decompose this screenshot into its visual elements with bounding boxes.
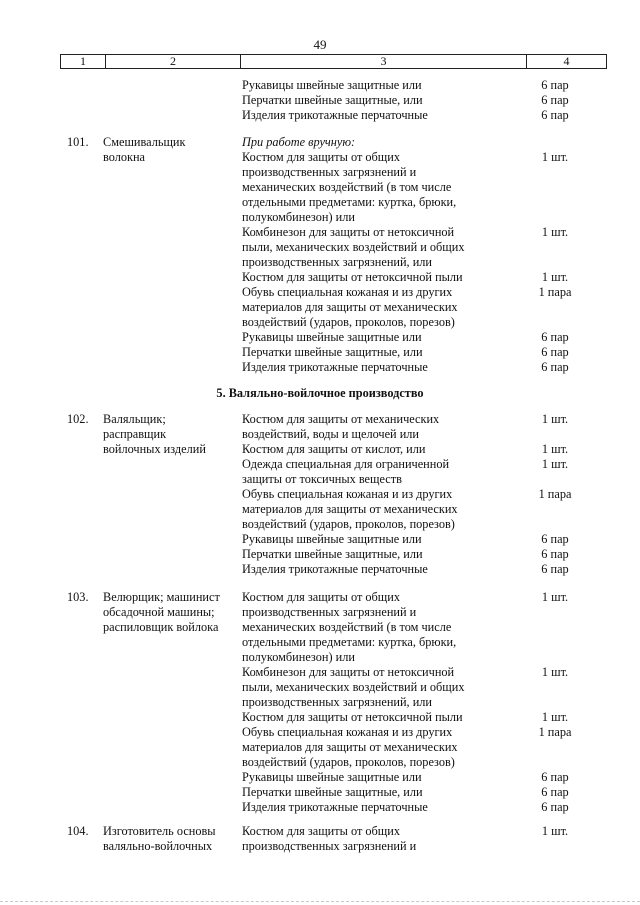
item-text	[242, 710, 490, 725]
item-quantity: 6 пар	[541, 800, 569, 814]
item-text	[242, 270, 490, 285]
ppe-item	[242, 412, 622, 442]
item-text	[242, 800, 490, 815]
item-text-line: материалов для защиты от механических	[242, 502, 458, 516]
item-text-line: Изделия трикотажные перчаточные	[242, 800, 428, 814]
item-quantity: 6 пар	[541, 108, 569, 122]
item-text	[242, 532, 490, 547]
ppe-item	[242, 547, 622, 562]
item-text	[242, 330, 490, 345]
item-quantity: 1 шт.	[541, 590, 569, 604]
item-text-line: пыли, механических воздействий и общих	[242, 680, 465, 694]
ppe-item	[242, 800, 622, 815]
item-text-line: механических воздействий (в том числе	[242, 620, 452, 634]
profession-name	[103, 412, 238, 457]
item-text-line: Изделия трикотажные перчаточные	[242, 562, 428, 576]
item-text	[242, 725, 490, 770]
profession-line: Смешивальщик	[103, 135, 186, 149]
header-col-4: 4	[563, 54, 570, 68]
ppe-item	[242, 785, 622, 800]
ppe-item	[242, 78, 622, 93]
item-text-line: Костюм для защиты от общих	[242, 150, 400, 164]
item-quantity: 1 пара	[538, 285, 572, 299]
header-col-3: 3	[241, 55, 527, 68]
item-text-line: Костюм для защиты от кислот, или	[242, 442, 426, 456]
item-quantity: 1 шт.	[541, 150, 569, 164]
work-condition-note: При работе вручную:	[242, 135, 356, 149]
item-text-line: Изделия трикотажные перчаточные	[242, 360, 428, 374]
item-text-line: Рукавицы швейные защитные или	[242, 532, 422, 546]
ppe-item	[242, 824, 622, 854]
ppe-item	[242, 93, 622, 108]
page-bottom-edge	[0, 901, 640, 902]
ppe-item	[242, 285, 622, 330]
item-list	[242, 78, 622, 123]
item-list	[242, 412, 622, 577]
item-quantity: 1 шт.	[541, 225, 569, 239]
item-text-line: воздействий (ударов, проколов, порезов)	[242, 517, 455, 531]
ppe-item	[242, 562, 622, 577]
item-text	[242, 785, 490, 800]
item-quantity: 1 шт.	[541, 270, 569, 284]
item-text-line: производственных загрязнений и	[242, 605, 417, 619]
item-quantity: 1 пара	[538, 487, 572, 501]
item-text-line: полукомбинезон) или	[242, 210, 355, 224]
item-list	[242, 135, 622, 375]
profession-line: валяльно-войлочных	[103, 839, 213, 853]
item-text-line: воздействий (ударов, проколов, порезов)	[242, 755, 455, 769]
item-text	[242, 562, 490, 577]
item-quantity: 6 пар	[541, 93, 569, 107]
item-text-line: воздействий, воды и щелочей или	[242, 427, 420, 441]
item-text	[242, 442, 490, 457]
item-text	[242, 78, 490, 93]
item-text	[242, 770, 490, 785]
item-quantity: 1 шт.	[541, 824, 569, 838]
item-text-line: Рукавицы швейные защитные или	[242, 330, 422, 344]
item-text-line: Комбинезон для защиты от нетоксичной	[242, 225, 455, 239]
item-text-line: воздействий (ударов, проколов, порезов)	[242, 315, 455, 329]
ppe-item	[242, 150, 622, 225]
profession-name	[103, 135, 238, 165]
ppe-item	[242, 442, 622, 457]
item-text	[242, 590, 490, 665]
item-text-line: Костюм для защиты от механических	[242, 412, 440, 426]
item-list	[242, 590, 622, 815]
item-text-line: Перчатки швейные защитные, или	[242, 785, 423, 799]
item-quantity: 6 пар	[541, 345, 569, 359]
ppe-item	[242, 108, 622, 123]
profession-line: Валяльщик;	[103, 412, 166, 426]
item-text-line: Рукавицы швейные защитные или	[242, 78, 422, 92]
ppe-item	[242, 487, 622, 532]
item-text-line: механических воздействий (в том числе	[242, 180, 452, 194]
item-text-line: производственных загрязнений и	[242, 839, 417, 853]
header-col-1: 1	[61, 55, 106, 68]
item-list	[242, 824, 622, 854]
item-text-line: производственных загрязнений и	[242, 165, 417, 179]
item-quantity: 1 пара	[538, 725, 572, 739]
item-quantity: 1 шт.	[541, 710, 569, 724]
item-text	[242, 108, 490, 123]
item-text-line: производственных загрязнений, или	[242, 255, 433, 269]
ppe-item	[242, 225, 622, 270]
ppe-item	[242, 665, 622, 710]
profession-line: расправщик	[103, 427, 167, 441]
ppe-item	[242, 360, 622, 375]
entry-number: 101.	[67, 135, 89, 149]
item-text-line: отдельными предметами: куртка, брюки,	[242, 195, 457, 209]
item-quantity: 6 пар	[541, 532, 569, 546]
page-number: 49	[313, 37, 327, 52]
ppe-item	[242, 345, 622, 360]
ppe-item	[242, 710, 622, 725]
profession-line: распиловщик войлока	[103, 620, 219, 634]
item-quantity: 1 шт.	[541, 442, 569, 456]
profession-name	[103, 590, 238, 635]
ppe-item	[242, 770, 622, 785]
item-text	[242, 547, 490, 562]
item-text	[242, 285, 490, 330]
ppe-item	[242, 457, 622, 487]
item-quantity: 1 шт.	[541, 665, 569, 679]
item-text-line: отдельными предметами: куртка, брюки,	[242, 635, 457, 649]
entry-number: 103.	[67, 590, 89, 604]
profession-line: волокна	[103, 150, 146, 164]
item-text	[242, 345, 490, 360]
profession-line: Велюрщик; машинист	[103, 590, 220, 604]
table-header	[60, 54, 607, 69]
item-text-line: Обувь специальная кожаная и из других	[242, 487, 453, 501]
item-quantity: 6 пар	[541, 78, 569, 92]
item-text	[242, 665, 490, 710]
item-text	[242, 487, 490, 532]
profession-line: войлочных изделий	[103, 442, 206, 456]
ppe-item	[242, 532, 622, 547]
header-col-2: 2	[106, 55, 241, 68]
item-quantity: 6 пар	[541, 770, 569, 784]
item-text-line: производственных загрязнений, или	[242, 695, 433, 709]
ppe-item	[242, 725, 622, 770]
ppe-item	[242, 270, 622, 285]
item-quantity: 1 шт.	[541, 457, 569, 471]
item-text-line: Комбинезон для защиты от нетоксичной	[242, 665, 455, 679]
item-text-line: Перчатки швейные защитные, или	[242, 345, 423, 359]
item-text	[242, 824, 490, 854]
entry-number: 102.	[67, 412, 89, 426]
entry-number: 104.	[67, 824, 89, 838]
profession-line: обсадочной машины;	[103, 605, 215, 619]
item-text-line: Рукавицы швейные защитные или	[242, 770, 422, 784]
item-text	[242, 412, 490, 442]
item-quantity: 6 пар	[541, 562, 569, 576]
item-text	[242, 457, 490, 487]
item-text	[242, 225, 490, 270]
item-text-line: полукомбинезон) или	[242, 650, 355, 664]
item-text-line: материалов для защиты от механических	[242, 740, 458, 754]
item-text	[242, 360, 490, 375]
item-text-line: Одежда специальная для ограниченной	[242, 457, 450, 471]
item-text	[242, 93, 490, 108]
ppe-item	[242, 590, 622, 665]
ppe-item	[242, 330, 622, 345]
item-text-line: Костюм для защиты от нетоксичной пыли	[242, 710, 463, 724]
item-text-line: Перчатки швейные защитные, или	[242, 93, 423, 107]
item-text-line: Костюм для защиты от общих	[242, 824, 400, 838]
item-quantity: 6 пар	[541, 330, 569, 344]
profession-line: Изготовитель основы	[103, 824, 216, 838]
item-quantity: 1 шт.	[541, 412, 569, 426]
item-text-line: пыли, механических воздействий и общих	[242, 240, 465, 254]
item-quantity: 6 пар	[541, 785, 569, 799]
item-text-line: Обувь специальная кожаная и из других	[242, 285, 453, 299]
item-text-line: Перчатки швейные защитные, или	[242, 547, 423, 561]
item-text-line: защиты от токсичных веществ	[242, 472, 402, 486]
item-text	[242, 150, 490, 225]
section-title: 5. Валяльно-войлочное производство	[216, 386, 424, 400]
profession-name	[103, 824, 238, 854]
item-quantity: 6 пар	[541, 360, 569, 374]
item-text-line: Обувь специальная кожаная и из других	[242, 725, 453, 739]
item-quantity: 6 пар	[541, 547, 569, 561]
item-text-line: материалов для защиты от механических	[242, 300, 458, 314]
item-text-line: Изделия трикотажные перчаточные	[242, 108, 428, 122]
item-text-line: Костюм для защиты от общих	[242, 590, 400, 604]
item-text-line: Костюм для защиты от нетоксичной пыли	[242, 270, 463, 284]
